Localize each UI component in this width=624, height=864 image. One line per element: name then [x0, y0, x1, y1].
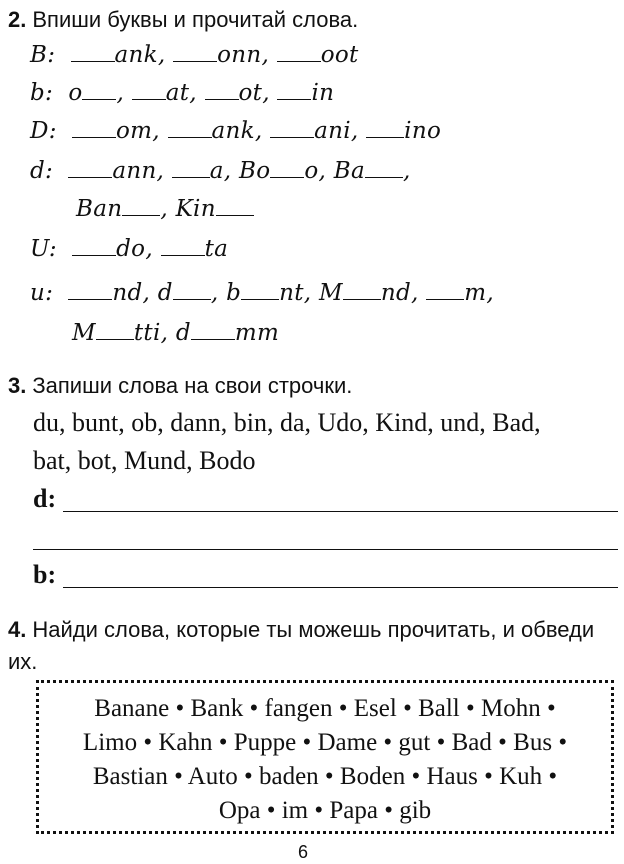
word-fragment: ot,: [238, 80, 270, 106]
word-fragment: oot: [320, 42, 359, 68]
script-line-7: [30, 278, 494, 308]
word-list-line: bat, bot, Mund, Bodo: [33, 446, 256, 475]
blank[interactable]: [96, 319, 134, 340]
word-fragment: Ban: [76, 196, 123, 222]
word-list-line: du, bunt, ob, dann, bin, da, Udo, Kind, und, Bad,: [33, 408, 541, 437]
script-line-3: [30, 116, 441, 146]
task-3-heading: [8, 372, 352, 400]
script-line-2: [30, 78, 334, 108]
task-2-heading: [8, 6, 358, 34]
word-list: [33, 404, 623, 480]
word-fragment: a,: [209, 158, 232, 184]
answer-row-extra: [33, 522, 618, 552]
blank[interactable]: [277, 79, 311, 100]
blank[interactable]: [426, 279, 464, 300]
word-fragment: ino: [404, 118, 442, 144]
blank[interactable]: [173, 279, 211, 300]
letter-label: u:: [30, 280, 54, 306]
blank[interactable]: [72, 117, 116, 138]
answer-row-b: [33, 560, 618, 590]
task-number: 3.: [8, 373, 27, 398]
word-fragment: nt,: [279, 280, 312, 306]
word-fragment: ,: [210, 280, 219, 306]
blank[interactable]: [71, 41, 115, 62]
answer-line[interactable]: [33, 549, 618, 550]
blank[interactable]: [270, 117, 314, 138]
word-fragment: o: [68, 80, 83, 106]
letter-label: D:: [30, 118, 57, 144]
task-instruction: Запиши слова на свои строчки.: [32, 373, 353, 398]
word-search-box: [36, 680, 614, 834]
blank[interactable]: [172, 157, 210, 178]
word-fragment: in: [311, 80, 335, 106]
blank[interactable]: [168, 117, 212, 138]
word-fragment: d: [157, 280, 173, 306]
blank[interactable]: [161, 235, 205, 256]
script-line-4: [30, 156, 411, 186]
word-fragment: ani,: [314, 118, 359, 144]
blank[interactable]: [122, 195, 160, 216]
task-instruction: Найди слова, которые ты можешь прочитать, и обведи их.: [8, 617, 595, 674]
word-fragment: onn,: [217, 42, 270, 68]
word-fragment: b: [226, 280, 242, 306]
word-fragment: M: [319, 280, 343, 306]
task-instruction: Впиши буквы и прочитай слова.: [32, 7, 359, 32]
answer-line[interactable]: [63, 511, 618, 512]
script-line-5: [76, 194, 254, 224]
blank[interactable]: [365, 157, 403, 178]
blank[interactable]: [366, 117, 404, 138]
letter-label: B:: [30, 42, 56, 68]
word-fragment: Bo: [239, 158, 271, 184]
word-row[interactable]: Limo • Kahn • Puppe • Dame • gut • Bad • Bus •: [82, 729, 568, 756]
word-fragment: do,: [116, 236, 153, 262]
word-fragment: ,: [160, 196, 168, 222]
task-4-heading: [8, 614, 620, 678]
task-number: 2.: [8, 7, 27, 32]
word-fragment: tti,: [133, 320, 169, 346]
script-line-1: [30, 40, 359, 70]
word-fragment: Kin: [175, 196, 216, 222]
word-fragment: nd,: [112, 280, 151, 306]
page-number: 6: [298, 842, 309, 862]
blank[interactable]: [343, 279, 381, 300]
answer-label: d:: [33, 484, 57, 513]
blank[interactable]: [68, 279, 112, 300]
blank[interactable]: [216, 195, 254, 216]
word-fragment: mm: [234, 320, 280, 346]
word-fragment: ann,: [112, 158, 165, 184]
blank[interactable]: [68, 157, 112, 178]
word-row[interactable]: Opa • im • Papa • gib: [218, 797, 432, 824]
answer-line[interactable]: [63, 587, 618, 588]
word-fragment: o,: [304, 158, 327, 184]
letter-label: b:: [30, 80, 54, 106]
answer-label: b:: [33, 560, 57, 589]
answer-row-d: [33, 484, 618, 514]
blank[interactable]: [241, 279, 279, 300]
word-fragment: at,: [165, 80, 197, 106]
script-line-6: [30, 234, 228, 264]
blank[interactable]: [277, 41, 321, 62]
word-fragment: ank,: [114, 42, 166, 68]
word-row[interactable]: Bastian • Auto • baden • Boden • Haus • Kuh •: [92, 763, 558, 790]
word-row[interactable]: Banane • Bank • fangen • Esel • Ball • Mohn •: [94, 695, 556, 722]
task-number: 4.: [8, 617, 27, 642]
word-fragment: ,: [403, 158, 411, 184]
script-line-8: [72, 318, 279, 348]
word-fragment: M: [72, 320, 96, 346]
word-fragment: ,: [116, 80, 125, 106]
letter-label: d:: [30, 158, 54, 184]
word-fragment: Ba: [333, 158, 366, 184]
blank[interactable]: [191, 319, 235, 340]
blank[interactable]: [173, 41, 217, 62]
word-fragment: ta: [204, 236, 229, 262]
word-fragment: ank,: [211, 118, 263, 144]
blank[interactable]: [270, 157, 304, 178]
word-fragment: om,: [116, 118, 160, 144]
blank[interactable]: [82, 79, 116, 100]
word-fragment: d: [175, 320, 191, 346]
letter-label: U:: [30, 236, 57, 262]
blank[interactable]: [72, 235, 116, 256]
word-fragment: nd,: [380, 280, 419, 306]
word-fragment: m,: [464, 280, 494, 306]
blank[interactable]: [132, 79, 166, 100]
blank[interactable]: [205, 79, 239, 100]
